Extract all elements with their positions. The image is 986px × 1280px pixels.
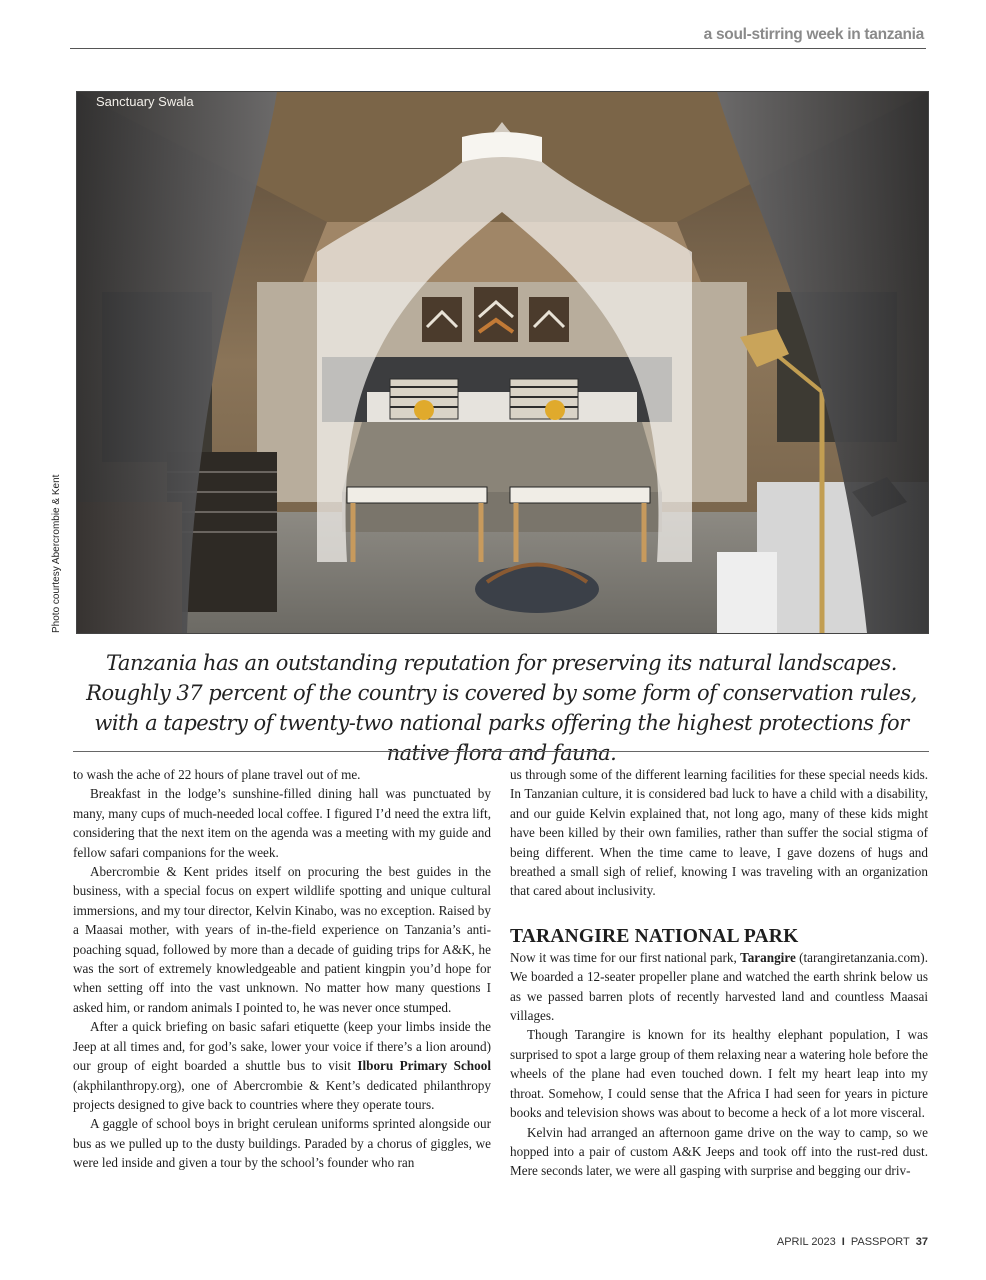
paragraph: to wash the ache of 22 hours of plane travel out of me. — [73, 767, 361, 782]
paragraph: Kelvin had arranged an afternoon game drive on the way to camp, so we hopped into a pair of custom A&K Jeeps and took off into the rust-red dust. Mere seconds later, we were all gasping with surprise and begging our driv- — [510, 1124, 928, 1179]
paragraph: Abercrombie & Kent prides itself on procuring the best guides in the business, with a special focus on expert wildlife spotting and unique cultural immersions, and my tour director, Kelvin Kinabo, was no exception. Raised by a Maasai mother, with years of in-the-field experience on Tanzania’s anti-poaching squad, followed by more than a decade of guiding trips for A&K, he was the sort of extremely knowledgeable and patient kingpin you’d hope for when setting off into the vast unknown. No matter how many questions I asked him, or random animals I pointed to, he was never once stumped. — [73, 864, 491, 1015]
article-column-right — [510, 765, 928, 1181]
paragraph: Though Tarangire is known for its healthy elephant population, I was surprised to spot a large group of them relaxing near a watering hole before the wheels of the plane had even touched down. I felt my heart leap into my throat. Somehow, I could sense that the Africa I had seen for years in picture books and television shows was about to become a heck of a lot more visceral. — [510, 1027, 928, 1121]
park-name: Tarangire — [740, 949, 796, 965]
pull-quote-rule — [73, 751, 929, 752]
issue-date: APRIL 2023 — [776, 1236, 836, 1248]
magazine-name: PASSPORT — [850, 1236, 910, 1248]
paragraph: After a quick briefing on basic safari etiquette (keep your limbs inside the Jeep at all times and, for god’s sake, lower your voice if there’s a lion around) our group of eight boarded a shuttle bus to visit Ilboru Primary School (akphilanthropy.org), one of Abercrombie & Kent’s dedicated philanthropy projects designed to give back to countries where they operate tours. — [73, 1019, 491, 1112]
photo-label: Sanctuary Swala — [96, 94, 194, 109]
running-head — [70, 24, 926, 49]
paragraph: A gaggle of school boys in bright cerulean uniforms sprinted alongside our bus as we pulled up to the dusty buildings. Paraded by a chorus of giggles, we were led inside and given a tour by the school’s founder who ran — [73, 1116, 491, 1171]
page-footer — [777, 1236, 928, 1248]
tent-bedroom-photo — [76, 91, 929, 634]
footer-separator: I — [841, 1236, 845, 1248]
paragraph: Now it was time for our first national park, Tarangire (tarangiretanzania.com). We boarded a 12-seater propeller plane and watched the earth shrink below us as we passed barren plots of recently harvested land and countless Maasai villages. — [510, 949, 928, 1024]
paragraph: us through some of the different learning facilities for these special needs kids. In Tanzanian culture, it is considered bad luck to have a child with a disability, and our guide Kelvin explained that, not long ago, many of these kids might have been killed by their own families, rather than suffer the social stigma of being different. When the time came to leave, I gave dozens of hugs and breathed a small sigh of relief, knowing I was traveling with an organization that cared about inclusivity. — [510, 767, 928, 899]
pull-quote: Tanzania has an outstanding reputation for preserving its natural landscapes. Roughly 37 percent of the country is covered by some form of conservation rules, with a tapestry of twenty-two national parks offering the highest protections for native flora and fauna. — [86, 651, 917, 765]
page-number: 37 — [915, 1236, 928, 1248]
photo-credit: Photo courtesy Abercrombie & Kent — [51, 474, 62, 633]
section-heading: TARANGIRE NATIONAL PARK — [510, 925, 799, 947]
school-name: Ilboru Primary School — [357, 1058, 491, 1074]
article-column-left — [73, 765, 491, 1173]
paragraph: Breakfast in the lodge’s sunshine-filled dining hall was punctuated by many, many cups of much-needed local coffee. I figured I’d need the extra lift, considering that the next item on the agenda was a meeting with my guide and fellow safari companions for the week. — [73, 786, 491, 860]
running-head-text: a soul-stirring week in tanzania — [703, 26, 924, 43]
tent-bedroom-illustration — [77, 92, 928, 633]
